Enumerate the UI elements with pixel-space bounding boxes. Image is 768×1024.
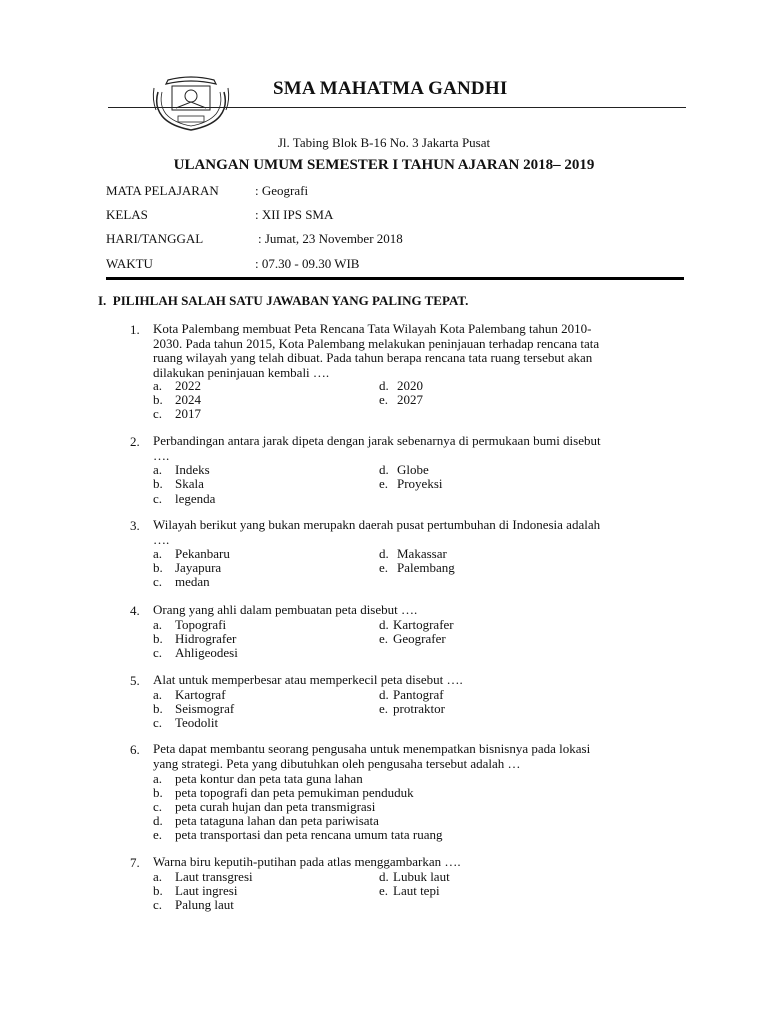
option-letter: d. xyxy=(379,378,389,393)
option-letter: e. xyxy=(379,701,389,716)
option-letter: a. xyxy=(153,771,163,786)
question-line: 2030. Pada tahun 2015, Kota Palembang melakukan peninjauan terhadap rencana tata xyxy=(153,335,600,351)
option-text: Globe xyxy=(397,462,429,477)
option-letter: d. xyxy=(153,813,163,828)
question-number: 5. xyxy=(130,673,140,688)
option-text: Jayapura xyxy=(175,560,222,575)
option-letter: b. xyxy=(153,476,163,491)
school-logo-icon xyxy=(150,72,232,132)
option-text: peta transportasi dan peta rencana umum tata ruang xyxy=(175,827,443,842)
option-letter: c. xyxy=(153,897,163,912)
option-text: Pekanbaru xyxy=(175,546,230,561)
question-line: Wilayah berikut yang bukan merupakn daerah pusat pertumbuhan di Indonesia adalah xyxy=(153,517,601,532)
question-line: yang strategi. Peta yang dibutuhkan oleh pengusaha tersebut adalah … xyxy=(153,755,521,771)
option-text: Hidrografer xyxy=(175,631,237,646)
option-letter: a. xyxy=(153,546,163,561)
info-label-subject: MATA PELAJARAN xyxy=(106,183,219,198)
question-text xyxy=(153,603,673,618)
question-text xyxy=(153,322,673,380)
option-letter: a. xyxy=(153,378,163,393)
option-text: medan xyxy=(175,574,210,589)
option-letter: d. xyxy=(379,617,389,632)
option-text: Teodolit xyxy=(175,715,219,730)
option-letter: c. xyxy=(153,715,163,730)
option-text: Kartografer xyxy=(393,617,454,632)
option-text: Lubuk laut xyxy=(393,869,450,884)
option-text: Indeks xyxy=(175,462,210,477)
option-letter: c. xyxy=(153,574,163,589)
question-text xyxy=(153,434,673,463)
question-text xyxy=(153,855,673,870)
question-line: Kota Palembang membuat Peta Rencana Tata Wilayah Kota Palembang tahun 2010- xyxy=(153,321,592,336)
option-letter: a. xyxy=(153,687,163,702)
option-text: 2027 xyxy=(397,392,423,407)
question-number: 1. xyxy=(130,322,140,337)
option-text: 2020 xyxy=(397,378,423,393)
option-text: 2022 xyxy=(175,378,201,393)
section-title: I. PILIHLAH SALAH SATU JAWABAN YANG PALING TEPAT. xyxy=(98,293,469,308)
option-text: peta tataguna lahan dan peta pariwisata xyxy=(175,813,379,828)
option-text: Laut tepi xyxy=(393,883,440,898)
question-line: ruang wilayah yang telah dibuat. Pada tahun berapa rencana tata ruang tersebut akan xyxy=(153,350,593,365)
question-line: Peta dapat membantu seorang pengusaha untuk menempatkan bisnisnya pada lokasi xyxy=(153,741,591,756)
option-letter: d. xyxy=(379,869,389,884)
option-letter: e. xyxy=(379,560,389,575)
option-letter: b. xyxy=(153,883,163,898)
option-letter: d. xyxy=(379,687,389,702)
question-number: 6. xyxy=(130,742,140,757)
exam-title: ULANGAN UMUM SEMESTER I TAHUN AJARAN 2018– 2019 xyxy=(173,157,595,173)
option-letter: b. xyxy=(153,560,163,575)
option-text: 2024 xyxy=(175,392,201,407)
question-line: Warna biru keputih-putihan pada atlas menggambarkan …. xyxy=(153,854,461,869)
option-letter: e. xyxy=(379,883,389,898)
option-text: 2017 xyxy=(175,406,201,421)
question-text xyxy=(153,518,673,547)
info-label-time: WAKTU xyxy=(106,256,153,271)
option-letter: e. xyxy=(379,631,389,646)
option-letter: b. xyxy=(153,785,163,800)
option-text: Palung laut xyxy=(175,897,234,912)
option-text: protraktor xyxy=(393,701,445,716)
option-letter: e. xyxy=(379,392,389,407)
option-letter: d. xyxy=(379,462,389,477)
question-number: 3. xyxy=(130,518,140,533)
question-line: …. xyxy=(153,531,170,547)
option-text: Skala xyxy=(175,476,204,491)
question-line: Perbandingan antara jarak dipeta dengan jarak sebenarnya di permukaan bumi disebut xyxy=(153,433,601,448)
option-text: Ahligeodesi xyxy=(175,645,238,660)
question-text xyxy=(153,673,673,688)
header-divider xyxy=(108,107,686,108)
option-text: Laut ingresi xyxy=(175,883,238,898)
question-line: Alat untuk memperbesar atau memperkecil peta disebut …. xyxy=(153,672,463,687)
option-letter: d. xyxy=(379,546,389,561)
option-letter: e. xyxy=(379,476,389,491)
option-letter: e. xyxy=(153,827,163,842)
option-text: Geografer xyxy=(393,631,446,646)
option-text: legenda xyxy=(175,491,216,506)
info-label-class: KELAS xyxy=(106,207,148,222)
info-value-time: : 07.30 - 09.30 WIB xyxy=(255,256,360,271)
question-line: dilakukan peninjauan kembali …. xyxy=(153,364,330,380)
option-text: peta topografi dan peta pemukiman penduduk xyxy=(175,785,414,800)
option-letter: a. xyxy=(153,869,163,884)
option-text: Palembang xyxy=(397,560,455,575)
option-text: Kartograf xyxy=(175,687,226,702)
question-text xyxy=(153,742,673,771)
option-letter: a. xyxy=(153,617,163,632)
header-thick-rule xyxy=(106,277,684,280)
question-line: …. xyxy=(153,447,170,463)
question-number: 4. xyxy=(130,603,140,618)
option-letter: a. xyxy=(153,462,163,477)
school-name: SMA MAHATMA GANDHI xyxy=(273,78,508,99)
option-text: peta kontur dan peta tata guna lahan xyxy=(175,771,363,786)
option-letter: c. xyxy=(153,491,163,506)
info-value-date: : Jumat, 23 November 2018 xyxy=(258,231,403,246)
question-number: 7. xyxy=(130,855,140,870)
option-letter: c. xyxy=(153,406,163,421)
info-value-class: : XII IPS SMA xyxy=(255,207,334,222)
question-line: Orang yang ahli dalam pembuatan peta disebut …. xyxy=(153,602,418,617)
option-text: Topografi xyxy=(175,617,227,632)
option-text: Pantograf xyxy=(393,687,444,702)
option-text: Seismograf xyxy=(175,701,235,716)
option-letter: c. xyxy=(153,645,163,660)
info-value-subject: : Geografi xyxy=(255,183,309,198)
option-letter: b. xyxy=(153,631,163,646)
option-text: peta curah hujan dan peta transmigrasi xyxy=(175,799,376,814)
school-address: Jl. Tabing Blok B-16 No. 3 Jakarta Pusat xyxy=(277,135,491,150)
info-label-date: HARI/TANGGAL xyxy=(106,231,204,246)
question-number: 2. xyxy=(130,434,140,449)
option-letter: b. xyxy=(153,392,163,407)
option-text: Proyeksi xyxy=(397,476,443,491)
option-letter: c. xyxy=(153,799,163,814)
option-letter: b. xyxy=(153,701,163,716)
option-text: Makassar xyxy=(397,546,447,561)
option-text: Laut transgresi xyxy=(175,869,253,884)
